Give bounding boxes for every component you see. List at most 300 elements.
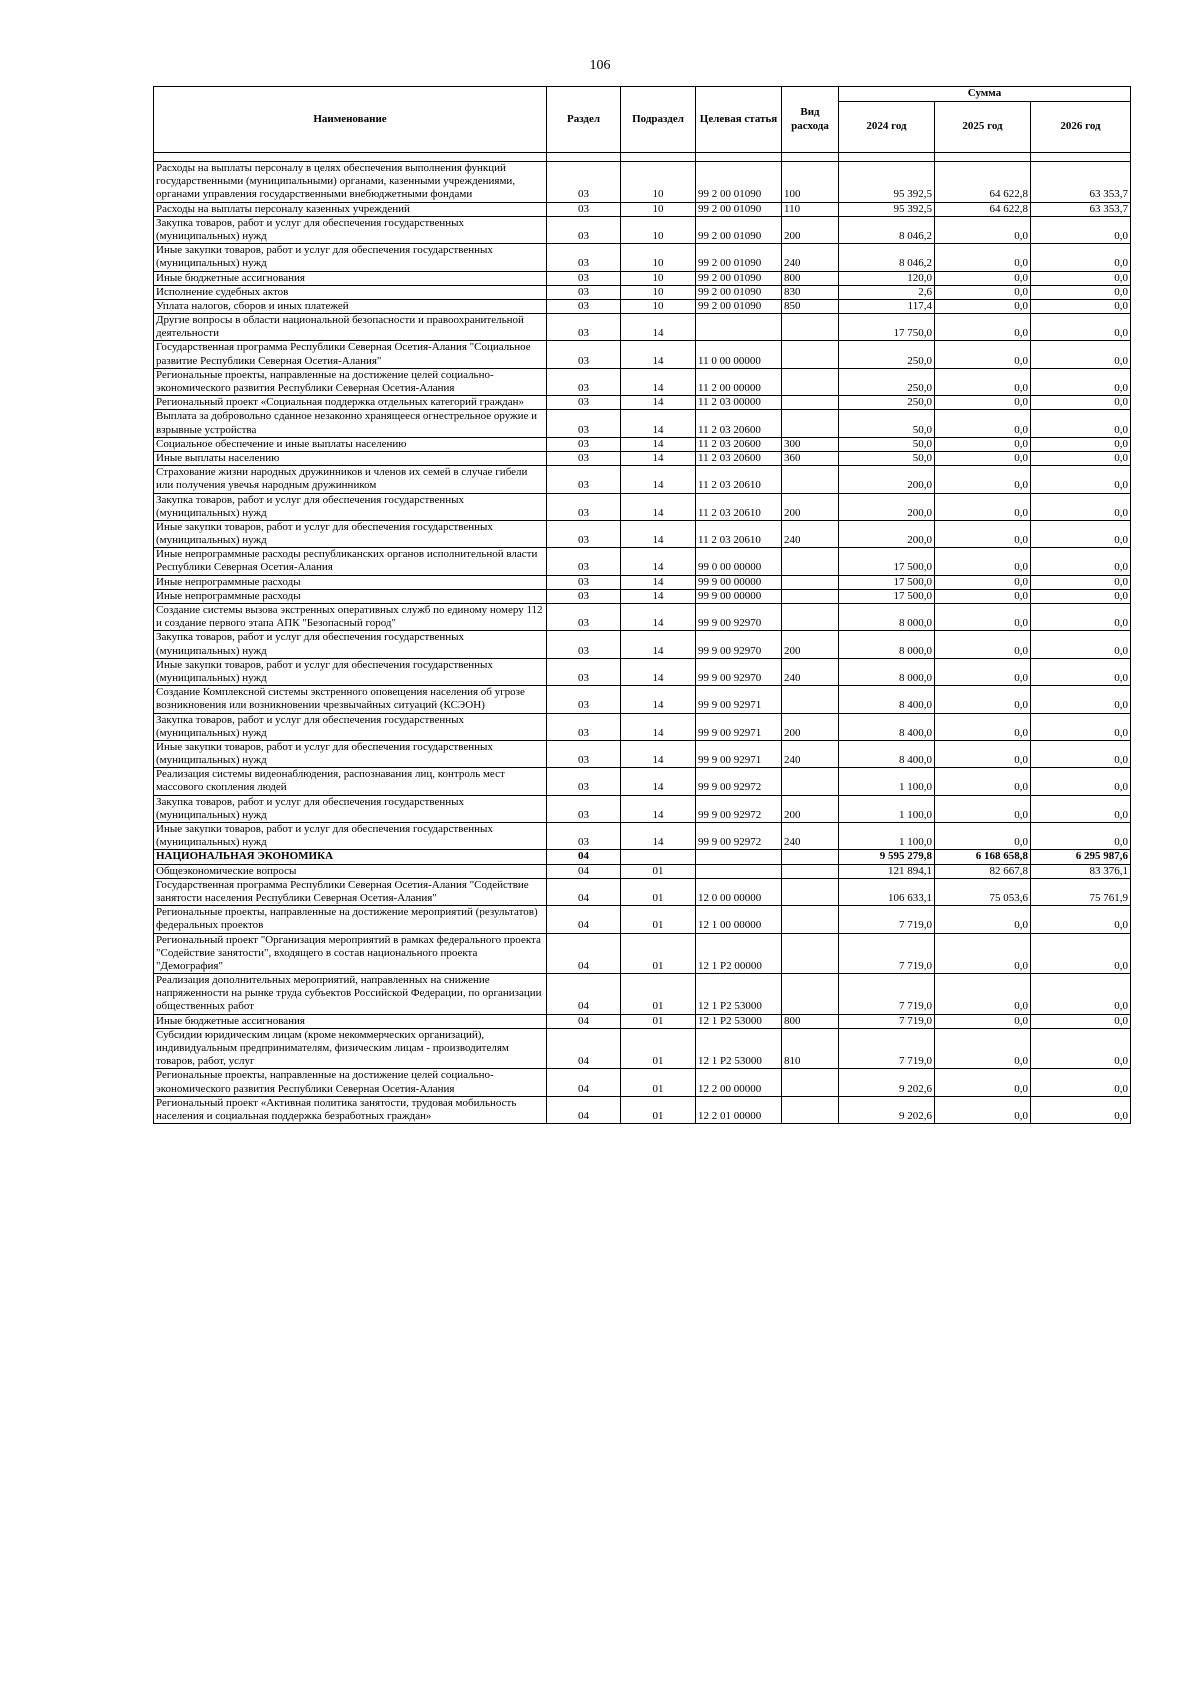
row-2025: 0,0 xyxy=(935,299,1031,313)
row-target: 99 2 00 01090 xyxy=(696,202,782,216)
row-kind: 800 xyxy=(782,271,839,285)
row-2024: 250,0 xyxy=(839,396,935,410)
row-kind: 360 xyxy=(782,451,839,465)
row-kind xyxy=(782,933,839,974)
row-2024: 1 100,0 xyxy=(839,823,935,850)
row-2025: 0,0 xyxy=(935,1069,1031,1096)
row-name: Иные непрограммные расходы xyxy=(154,589,547,603)
row-target: 99 2 00 01090 xyxy=(696,299,782,313)
table-body xyxy=(154,153,1131,1124)
row-2024: 95 392,5 xyxy=(839,162,935,203)
spacer-cell xyxy=(839,153,935,162)
row-2025: 0,0 xyxy=(935,686,1031,713)
table-row xyxy=(154,1096,1131,1123)
row-subsection: 14 xyxy=(621,466,696,493)
row-2026: 0,0 xyxy=(1031,631,1131,658)
row-target: 99 9 00 92972 xyxy=(696,768,782,795)
row-target: 99 2 00 01090 xyxy=(696,216,782,243)
row-kind xyxy=(782,548,839,575)
row-name: Закупка товаров, работ и услуг для обеспечения государственных (муниципальных) нужд xyxy=(154,631,547,658)
row-subsection: 01 xyxy=(621,878,696,905)
row-2024: 200,0 xyxy=(839,520,935,547)
row-2026: 0,0 xyxy=(1031,906,1131,933)
row-2024: 8 000,0 xyxy=(839,631,935,658)
row-subsection: 14 xyxy=(621,658,696,685)
row-name: Региональные проекты, направленные на достижение целей социально-экономического развития Республики Северная Осетия-Алания xyxy=(154,368,547,395)
row-section: 04 xyxy=(547,850,621,864)
row-name: Страхование жизни народных дружинников и членов их семей в случае гибели или получения увечья народным дружинником xyxy=(154,466,547,493)
row-2025: 0,0 xyxy=(935,1096,1031,1123)
row-name: Иные закупки товаров, работ и услуг для обеспечения государственных (муниципальных) нужд xyxy=(154,244,547,271)
row-name: Выплата за добровольно сданное незаконно хранящееся огнестрельное оружие и взрывные устройства xyxy=(154,410,547,437)
row-2026: 0,0 xyxy=(1031,466,1131,493)
table-row xyxy=(154,631,1131,658)
table-row xyxy=(154,271,1131,285)
header-subsection: Подраздел xyxy=(621,87,696,153)
header-sum: Сумма xyxy=(839,87,1131,102)
row-2024: 7 719,0 xyxy=(839,1014,935,1028)
row-subsection: 01 xyxy=(621,1096,696,1123)
row-2025: 0,0 xyxy=(935,285,1031,299)
row-section: 03 xyxy=(547,368,621,395)
row-2026: 0,0 xyxy=(1031,795,1131,822)
row-target: 99 9 00 00000 xyxy=(696,589,782,603)
row-name: Реализация системы видеонаблюдения, распознавания лиц, контроль мест массового скопления людей xyxy=(154,768,547,795)
table-row xyxy=(154,906,1131,933)
row-2026: 0,0 xyxy=(1031,368,1131,395)
row-2025: 0,0 xyxy=(935,933,1031,974)
row-target: 11 2 03 20600 xyxy=(696,451,782,465)
row-2025: 0,0 xyxy=(935,575,1031,589)
table-row xyxy=(154,244,1131,271)
row-target: 99 2 00 01090 xyxy=(696,162,782,203)
row-2026: 0,0 xyxy=(1031,451,1131,465)
row-2024: 200,0 xyxy=(839,493,935,520)
row-2024: 17 500,0 xyxy=(839,589,935,603)
row-section: 03 xyxy=(547,686,621,713)
row-kind xyxy=(782,341,839,368)
row-section: 03 xyxy=(547,437,621,451)
row-2026: 0,0 xyxy=(1031,658,1131,685)
row-2024: 17 750,0 xyxy=(839,314,935,341)
row-2024: 8 046,2 xyxy=(839,216,935,243)
table-row xyxy=(154,575,1131,589)
row-subsection: 14 xyxy=(621,740,696,767)
row-2025: 0,0 xyxy=(935,589,1031,603)
row-section: 03 xyxy=(547,713,621,740)
row-section: 03 xyxy=(547,658,621,685)
row-2026: 0,0 xyxy=(1031,396,1131,410)
row-kind: 300 xyxy=(782,437,839,451)
row-2025: 0,0 xyxy=(935,974,1031,1015)
row-2025: 0,0 xyxy=(935,906,1031,933)
row-name: Общеэкономические вопросы xyxy=(154,864,547,878)
row-target: 99 9 00 92970 xyxy=(696,631,782,658)
row-2026: 0,0 xyxy=(1031,314,1131,341)
row-section: 03 xyxy=(547,162,621,203)
row-2025: 0,0 xyxy=(935,437,1031,451)
row-target: 99 9 00 00000 xyxy=(696,575,782,589)
row-target: 12 1 P2 53000 xyxy=(696,1014,782,1028)
row-2024: 17 500,0 xyxy=(839,575,935,589)
row-target xyxy=(696,850,782,864)
row-subsection: 10 xyxy=(621,244,696,271)
row-subsection: 14 xyxy=(621,410,696,437)
table-row xyxy=(154,686,1131,713)
table-row xyxy=(154,368,1131,395)
row-subsection: 14 xyxy=(621,396,696,410)
row-2024: 8 000,0 xyxy=(839,658,935,685)
row-subsection: 14 xyxy=(621,823,696,850)
row-2025: 0,0 xyxy=(935,1014,1031,1028)
header-2025: 2025 год xyxy=(935,102,1031,153)
row-section: 03 xyxy=(547,823,621,850)
row-section: 04 xyxy=(547,933,621,974)
row-subsection: 10 xyxy=(621,162,696,203)
spacer-cell xyxy=(935,153,1031,162)
table-row xyxy=(154,341,1131,368)
row-section: 03 xyxy=(547,589,621,603)
row-name: Иные закупки товаров, работ и услуг для обеспечения государственных (муниципальных) нужд xyxy=(154,658,547,685)
row-2025: 64 622,8 xyxy=(935,162,1031,203)
table-row xyxy=(154,437,1131,451)
row-kind: 200 xyxy=(782,216,839,243)
row-2026: 0,0 xyxy=(1031,575,1131,589)
row-subsection: 14 xyxy=(621,575,696,589)
row-kind xyxy=(782,768,839,795)
table-row xyxy=(154,589,1131,603)
row-2024: 1 100,0 xyxy=(839,768,935,795)
table-row xyxy=(154,202,1131,216)
row-target: 11 2 03 20600 xyxy=(696,410,782,437)
row-kind: 200 xyxy=(782,795,839,822)
table-row xyxy=(154,285,1131,299)
row-target: 99 9 00 92970 xyxy=(696,658,782,685)
row-2026: 0,0 xyxy=(1031,1069,1131,1096)
row-2024: 117,4 xyxy=(839,299,935,313)
row-section: 03 xyxy=(547,314,621,341)
row-target xyxy=(696,314,782,341)
row-section: 04 xyxy=(547,1069,621,1096)
row-2026: 0,0 xyxy=(1031,974,1131,1015)
table-row xyxy=(154,878,1131,905)
row-section: 03 xyxy=(547,795,621,822)
row-2025: 0,0 xyxy=(935,740,1031,767)
row-2024: 121 894,1 xyxy=(839,864,935,878)
row-section: 04 xyxy=(547,878,621,905)
row-target: 12 1 P2 53000 xyxy=(696,1028,782,1069)
table-row xyxy=(154,713,1131,740)
row-section: 04 xyxy=(547,906,621,933)
row-subsection: 14 xyxy=(621,451,696,465)
row-kind: 100 xyxy=(782,162,839,203)
row-2024: 17 500,0 xyxy=(839,548,935,575)
row-section: 04 xyxy=(547,1096,621,1123)
row-section: 04 xyxy=(547,1014,621,1028)
row-target: 11 2 00 00000 xyxy=(696,368,782,395)
table-row xyxy=(154,162,1131,203)
row-2026: 75 761,9 xyxy=(1031,878,1131,905)
row-kind xyxy=(782,604,839,631)
row-kind xyxy=(782,1096,839,1123)
row-kind: 810 xyxy=(782,1028,839,1069)
row-name: Расходы на выплаты персоналу в целях обеспечения выполнения функций государственными (муниципальными) органами, казенными учреждениями, органами управления государственными внебюджетными фондами xyxy=(154,162,547,203)
row-kind xyxy=(782,864,839,878)
row-subsection: 01 xyxy=(621,906,696,933)
row-2025: 0,0 xyxy=(935,451,1031,465)
row-kind xyxy=(782,850,839,864)
row-subsection: 10 xyxy=(621,271,696,285)
row-subsection: 10 xyxy=(621,299,696,313)
row-2024: 50,0 xyxy=(839,451,935,465)
row-2026: 0,0 xyxy=(1031,1014,1131,1028)
row-section: 04 xyxy=(547,974,621,1015)
row-target: 99 9 00 92971 xyxy=(696,740,782,767)
table-row xyxy=(154,850,1131,864)
row-2025: 0,0 xyxy=(935,795,1031,822)
row-name: Субсидии юридическим лицам (кроме некоммерческих организаций), индивидуальным предпринимателям, физическим лицам - производителям товаров, работ, услуг xyxy=(154,1028,547,1069)
row-2026: 0,0 xyxy=(1031,299,1131,313)
row-name: Региональный проект «Социальная поддержка отдельных категорий граждан» xyxy=(154,396,547,410)
row-2025: 64 622,8 xyxy=(935,202,1031,216)
row-2026: 0,0 xyxy=(1031,1096,1131,1123)
row-2025: 0,0 xyxy=(935,410,1031,437)
row-2026: 0,0 xyxy=(1031,244,1131,271)
row-name: Региональные проекты, направленные на достижение целей социально-экономического развития Республики Северная Осетия-Алания xyxy=(154,1069,547,1096)
table-row xyxy=(154,410,1131,437)
table-row xyxy=(154,216,1131,243)
row-2026: 0,0 xyxy=(1031,589,1131,603)
row-kind: 240 xyxy=(782,823,839,850)
row-2025: 0,0 xyxy=(935,368,1031,395)
row-name: Создание системы вызова экстренных оперативных служб по единому номеру 112 и создание первого этапа АПК "Безопасный город" xyxy=(154,604,547,631)
row-2024: 8 046,2 xyxy=(839,244,935,271)
row-section: 03 xyxy=(547,493,621,520)
row-kind xyxy=(782,686,839,713)
row-2026: 83 376,1 xyxy=(1031,864,1131,878)
row-section: 03 xyxy=(547,285,621,299)
row-kind: 240 xyxy=(782,658,839,685)
row-target: 11 2 03 20600 xyxy=(696,437,782,451)
row-name: Расходы на выплаты персоналу казенных учреждений xyxy=(154,202,547,216)
table-row xyxy=(154,864,1131,878)
row-2025: 0,0 xyxy=(935,466,1031,493)
row-2024: 95 392,5 xyxy=(839,202,935,216)
row-subsection xyxy=(621,850,696,864)
row-target: 12 2 00 00000 xyxy=(696,1069,782,1096)
row-target: 99 9 00 92972 xyxy=(696,823,782,850)
row-kind: 200 xyxy=(782,493,839,520)
table-row xyxy=(154,396,1131,410)
row-section: 04 xyxy=(547,864,621,878)
table-header xyxy=(154,87,1131,153)
row-subsection: 01 xyxy=(621,1069,696,1096)
row-section: 03 xyxy=(547,244,621,271)
row-2025: 0,0 xyxy=(935,271,1031,285)
row-2025: 0,0 xyxy=(935,520,1031,547)
row-kind xyxy=(782,396,839,410)
row-target: 11 2 03 20610 xyxy=(696,493,782,520)
row-2024: 7 719,0 xyxy=(839,974,935,1015)
header-2026: 2026 год xyxy=(1031,102,1131,153)
row-section: 04 xyxy=(547,1028,621,1069)
row-section: 03 xyxy=(547,396,621,410)
row-2026: 0,0 xyxy=(1031,548,1131,575)
row-subsection: 14 xyxy=(621,437,696,451)
table-row xyxy=(154,823,1131,850)
row-2025: 75 053,6 xyxy=(935,878,1031,905)
row-name: Иные выплаты населению xyxy=(154,451,547,465)
row-subsection: 14 xyxy=(621,520,696,547)
row-target: 99 9 00 92971 xyxy=(696,686,782,713)
row-kind xyxy=(782,1069,839,1096)
spacer-cell xyxy=(782,153,839,162)
row-target: 12 1 P2 00000 xyxy=(696,933,782,974)
row-subsection: 14 xyxy=(621,604,696,631)
row-target: 11 2 03 20610 xyxy=(696,520,782,547)
row-target: 12 1 00 00000 xyxy=(696,906,782,933)
row-2026: 0,0 xyxy=(1031,604,1131,631)
row-2025: 0,0 xyxy=(935,768,1031,795)
row-2025: 0,0 xyxy=(935,604,1031,631)
row-2024: 200,0 xyxy=(839,466,935,493)
row-2024: 250,0 xyxy=(839,368,935,395)
row-2024: 9 202,6 xyxy=(839,1069,935,1096)
row-2025: 0,0 xyxy=(935,216,1031,243)
table-row xyxy=(154,604,1131,631)
row-name: Иные непрограммные расходы республиканских органов исполнительной власти Республики Северная Осетия-Алания xyxy=(154,548,547,575)
row-name: Иные закупки товаров, работ и услуг для обеспечения государственных (муниципальных) нужд xyxy=(154,740,547,767)
row-kind xyxy=(782,974,839,1015)
row-kind: 240 xyxy=(782,740,839,767)
row-2025: 0,0 xyxy=(935,314,1031,341)
row-subsection: 14 xyxy=(621,368,696,395)
row-subsection: 01 xyxy=(621,974,696,1015)
page-number: 106 xyxy=(589,58,611,73)
row-2024: 120,0 xyxy=(839,271,935,285)
row-name: Закупка товаров, работ и услуг для обеспечения государственных (муниципальных) нужд xyxy=(154,795,547,822)
row-2026: 0,0 xyxy=(1031,437,1131,451)
row-2025: 0,0 xyxy=(935,493,1031,520)
row-2025: 0,0 xyxy=(935,823,1031,850)
header-name: Наименование xyxy=(154,87,547,153)
table-row xyxy=(154,933,1131,974)
spacer-cell xyxy=(696,153,782,162)
row-2024: 2,6 xyxy=(839,285,935,299)
row-2026: 0,0 xyxy=(1031,285,1131,299)
row-subsection: 14 xyxy=(621,548,696,575)
row-name: Создание Комплексной системы экстренного оповещения населения об угрозе возникновения или возникновении чрезвычайных ситуаций (КСЭОН) xyxy=(154,686,547,713)
row-section: 03 xyxy=(547,451,621,465)
row-target xyxy=(696,864,782,878)
row-2024: 9 595 279,8 xyxy=(839,850,935,864)
row-2025: 0,0 xyxy=(935,341,1031,368)
row-target: 99 9 00 92972 xyxy=(696,795,782,822)
row-target: 99 2 00 01090 xyxy=(696,285,782,299)
row-subsection: 10 xyxy=(621,216,696,243)
table-row xyxy=(154,1014,1131,1028)
row-subsection: 14 xyxy=(621,493,696,520)
row-2026: 6 295 987,6 xyxy=(1031,850,1131,864)
row-subsection: 14 xyxy=(621,686,696,713)
row-target: 99 0 00 00000 xyxy=(696,548,782,575)
row-2025: 0,0 xyxy=(935,658,1031,685)
row-kind: 830 xyxy=(782,285,839,299)
row-2026: 0,0 xyxy=(1031,933,1131,974)
row-name: Иные закупки товаров, работ и услуг для обеспечения государственных (муниципальных) нужд xyxy=(154,520,547,547)
row-section: 03 xyxy=(547,575,621,589)
spacer-cell xyxy=(621,153,696,162)
row-2026: 0,0 xyxy=(1031,768,1131,795)
row-name: Иные бюджетные ассигнования xyxy=(154,1014,547,1028)
row-2025: 0,0 xyxy=(935,244,1031,271)
row-kind: 200 xyxy=(782,713,839,740)
row-section: 03 xyxy=(547,631,621,658)
row-2024: 250,0 xyxy=(839,341,935,368)
row-subsection: 14 xyxy=(621,341,696,368)
row-subsection: 01 xyxy=(621,933,696,974)
row-2024: 50,0 xyxy=(839,410,935,437)
row-kind: 200 xyxy=(782,631,839,658)
row-subsection: 01 xyxy=(621,1028,696,1069)
row-2025: 0,0 xyxy=(935,713,1031,740)
row-2026: 0,0 xyxy=(1031,216,1131,243)
row-name: Реализация дополнительных мероприятий, направленных на снижение напряженности на рынке труда субъектов Российской Федерации, по организации общественных работ xyxy=(154,974,547,1015)
row-2025: 0,0 xyxy=(935,631,1031,658)
row-target: 12 2 01 00000 xyxy=(696,1096,782,1123)
row-2025: 0,0 xyxy=(935,1028,1031,1069)
row-2024: 7 719,0 xyxy=(839,1028,935,1069)
row-target: 11 2 03 20610 xyxy=(696,466,782,493)
row-name: Государственная программа Республики Северная Осетия-Алания "Содействие занятости населения Республики Северная Осетия-Алания" xyxy=(154,878,547,905)
row-2026: 0,0 xyxy=(1031,740,1131,767)
row-2024: 7 719,0 xyxy=(839,933,935,974)
row-section: 03 xyxy=(547,341,621,368)
row-target: 99 2 00 01090 xyxy=(696,244,782,271)
table-row xyxy=(154,299,1131,313)
row-subsection: 14 xyxy=(621,631,696,658)
table-row xyxy=(154,493,1131,520)
budget-table xyxy=(153,86,1131,1124)
row-target: 12 1 P2 53000 xyxy=(696,974,782,1015)
row-kind xyxy=(782,466,839,493)
row-section: 03 xyxy=(547,202,621,216)
row-kind xyxy=(782,575,839,589)
row-section: 03 xyxy=(547,548,621,575)
row-target: 12 0 00 00000 xyxy=(696,878,782,905)
table-row xyxy=(154,740,1131,767)
header-section: Раздел xyxy=(547,87,621,153)
table-row xyxy=(154,451,1131,465)
row-2026: 0,0 xyxy=(1031,271,1131,285)
row-kind xyxy=(782,589,839,603)
header-2024: 2024 год xyxy=(839,102,935,153)
row-2024: 8 000,0 xyxy=(839,604,935,631)
row-2025: 6 168 658,8 xyxy=(935,850,1031,864)
row-kind xyxy=(782,906,839,933)
row-target: 99 9 00 92970 xyxy=(696,604,782,631)
row-target: 11 2 03 00000 xyxy=(696,396,782,410)
row-name: НАЦИОНАЛЬНАЯ ЭКОНОМИКА xyxy=(154,850,547,864)
table-row xyxy=(154,658,1131,685)
row-name: Иные непрограммные расходы xyxy=(154,575,547,589)
table-row xyxy=(154,1069,1131,1096)
row-target: 99 9 00 92971 xyxy=(696,713,782,740)
spacer-row xyxy=(154,153,1131,162)
row-section: 03 xyxy=(547,271,621,285)
spacer-cell xyxy=(1031,153,1131,162)
row-subsection: 14 xyxy=(621,768,696,795)
